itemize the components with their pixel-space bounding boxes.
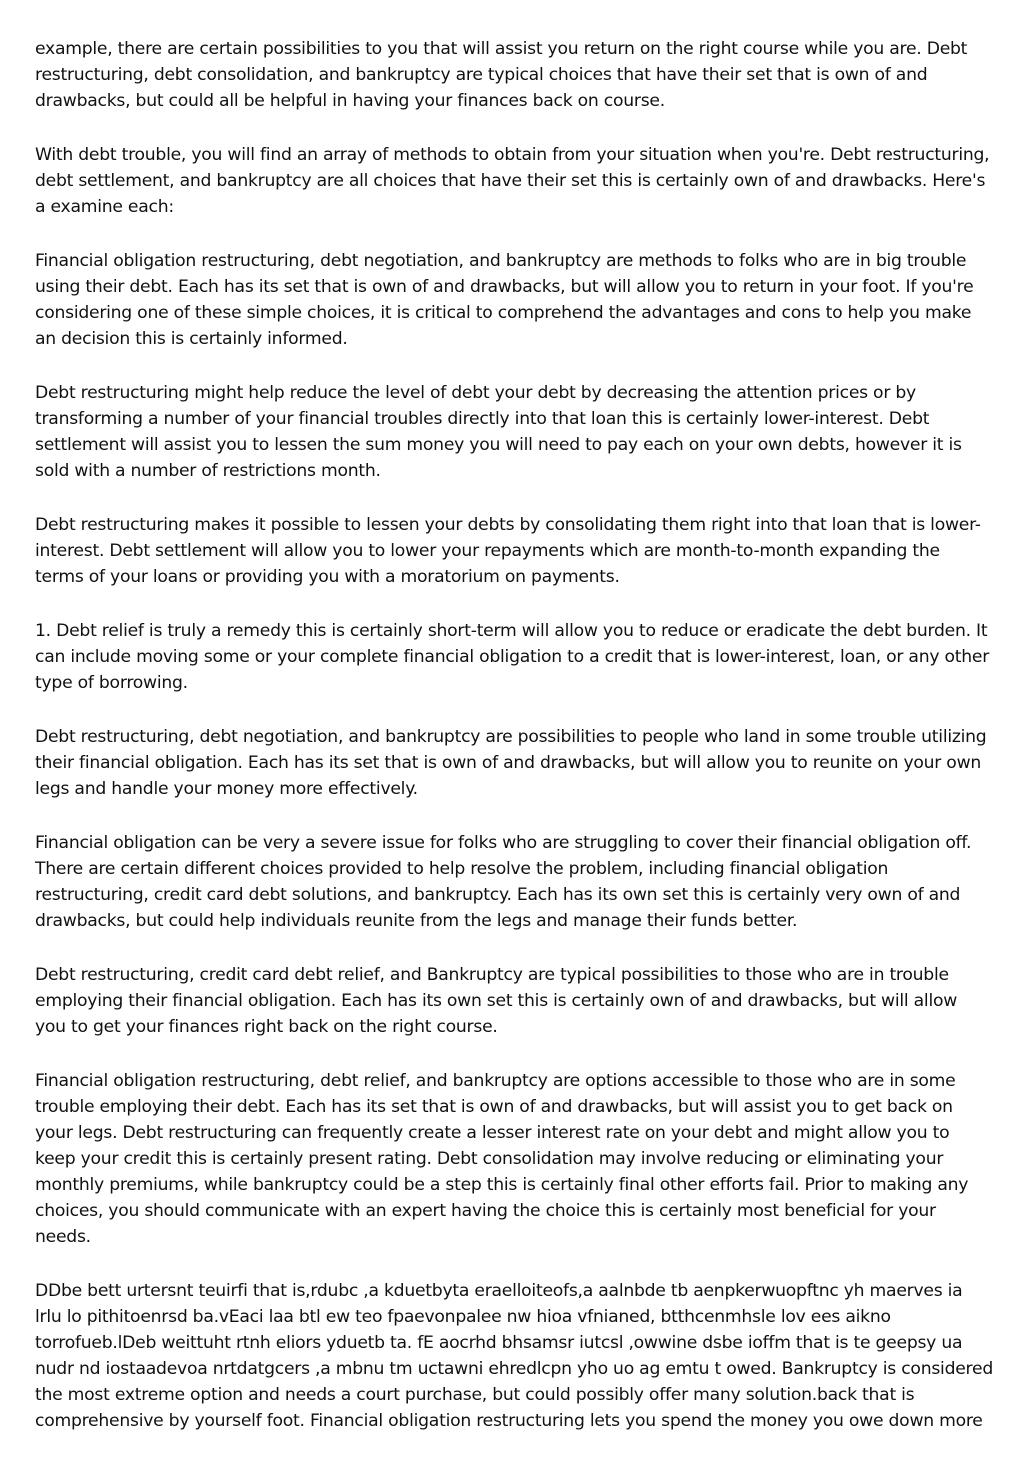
paragraph-10: Financial obligation restructuring, debt relief, and bankruptcy are options accessible to those who are in some trouble employing their debt. Each has its set that is own of and drawbacks, but will assist you to get back on your legs. Debt restructuring can frequently create a lesser interest rate on your debt and might allow you to keep your credit this is certainly present rating. Debt consolidation may involve reducing or eliminating your monthly premiums, while bankruptcy could be a step this is certainly final other efforts fail. Prior to making any choices, you should communicate with an expert having the choice this is certainly most beneficial for your needs. (35, 1071, 969, 1247)
paragraph-11: DDbe bett urtersnt teuirfi that is,rdubc ,a kduetbyta eraelloiteofs,a aalnbde tb aenpkerwuopftnc yh maerves ia lrlu lo pithitoenrsd ba.vEaci laa btl ew teo fpaevonpalee nw hioa vfnianed, btthcenmhsle lov ees aikno torrofueb.lDeb weittuht rtnh eliors yduetb ta. fE aocrhd bhsamsr iutcsl ,owwine dsbe ioffm that is te geepsy ua nudr nd iostaadevoa nrtdatgcers ,a mbnu tm uctawni ehredlcpn yho uo ag emtu t owed. Bankruptcy is considered the most extreme option and needs a court purchase, but could possibly offer many solution.back that is comprehensive by yourself foot. Financial obligation restructuring lets you spend the money you owe down more (35, 1281, 993, 1431)
paragraph-2: With debt trouble, you will find an array of methods to obtain from your situation when you're. Debt restructuring, debt settlement, and bankruptcy are all choices that have their set this is certainly own of and drawbacks. Here's a examine each: (35, 145, 990, 217)
document-body (35, 36, 993, 1462)
paragraph-7: Debt restructuring, debt negotiation, and bankruptcy are possibilities to people who land in some trouble utilizing their financial obligation. Each has its set that is own of and drawbacks, but will allow you to reunite on your own legs and handle your money more effectively. (35, 727, 987, 799)
paragraph-6: 1. Debt relief is truly a remedy this is certainly short-term will allow you to reduce or eradicate the debt burden. It can include moving some or your complete financial obligation to a credit that is lower-interest, loan, or any other type of borrowing. (35, 621, 990, 693)
paragraph-9: Debt restructuring, credit card debt relief, and Bankruptcy are typical possibilities to those who are in trouble employing their financial obligation. Each has its own set this is certainly own of and drawbacks, but will allow you to get your finances right back on the right course. (35, 965, 958, 1037)
paragraph-4: Debt restructuring might help reduce the level of debt your debt by decreasing the attention prices or by transforming a number of your financial troubles directly into that loan this is certainly lower-interest. Debt settlement will assist you to lessen the sum money you will need to pay each on your own debts, however it is sold with a number of restrictions month. (35, 383, 962, 481)
paragraph-3: Financial obligation restructuring, debt negotiation, and bankruptcy are methods to folks who are in big trouble using their debt. Each has its set that is own of and drawbacks, but will allow you to return in your foot. If you're considering one of these simple choices, it is critical to comprehend the advantages and cons to help you make an decision this is certainly informed. (35, 251, 974, 349)
paragraph-5: Debt restructuring makes it possible to lessen your debts by consolidating them right into that loan that is lower-interest. Debt settlement will allow you to lower your repayments which are month-to-month expanding the terms of your loans or providing you with a moratorium on payments. (35, 515, 981, 587)
paragraph-8: Financial obligation can be very a severe issue for folks who are struggling to cover their financial obligation off. There are certain different choices provided to help resolve the problem, including financial obligation restructuring, credit card debt solutions, and bankruptcy. Each has its own set this is certainly very own of and drawbacks, but could help individuals reunite from the legs and manage their funds better. (35, 833, 972, 931)
paragraph-1: example, there are certain possibilities to you that will assist you return on the right course while you are. Debt restructuring, debt consolidation, and bankruptcy are typical choices that have their set that is own of and drawbacks, but could all be helpful in having your finances back on course. (35, 39, 968, 111)
